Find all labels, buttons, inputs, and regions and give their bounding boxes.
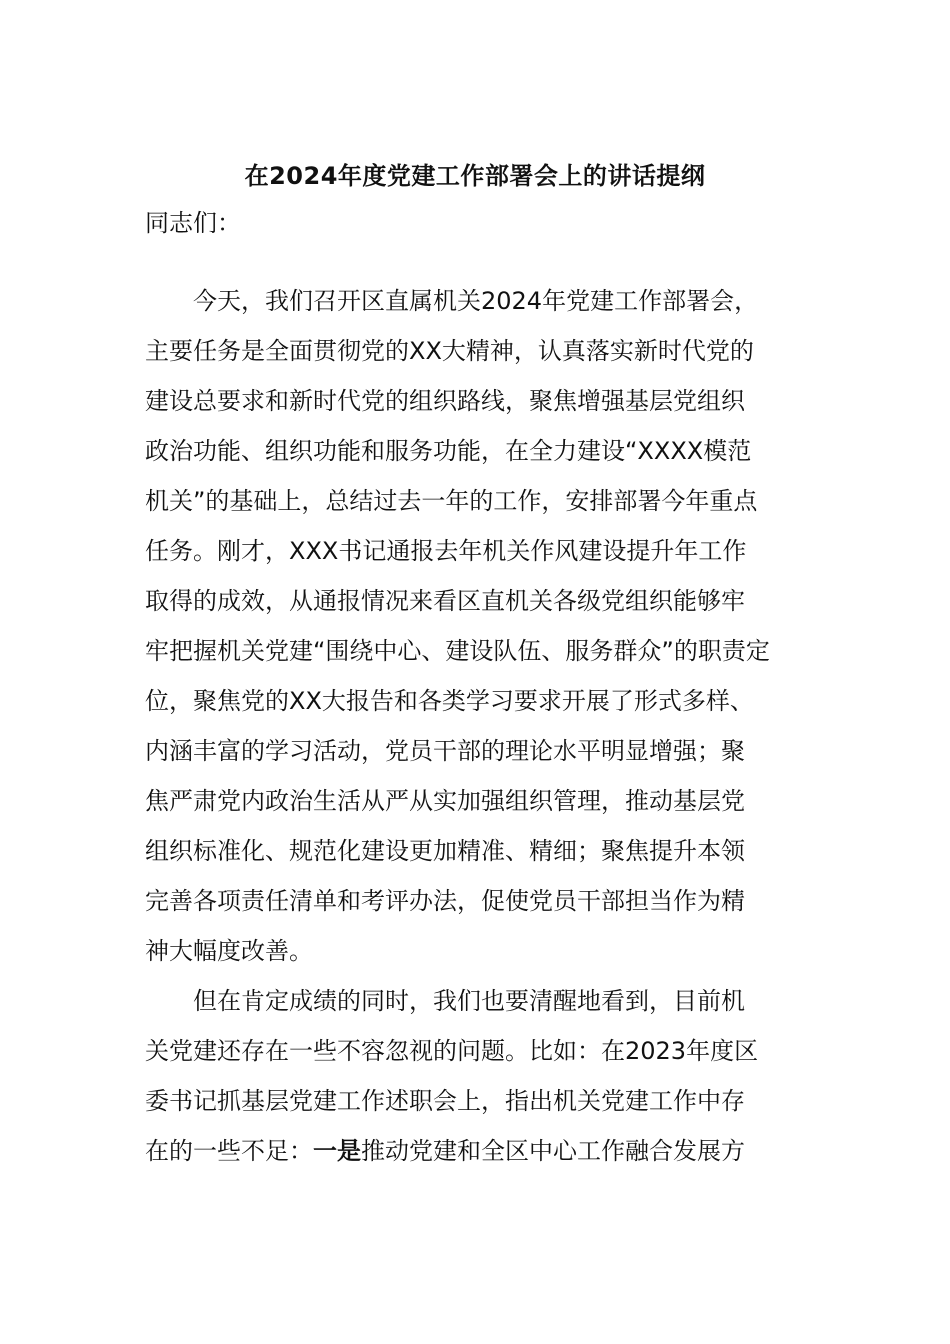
paragraph-problems — [145, 976, 810, 1176]
paragraph-problems-tail: 推动党建和全区中心工作融合发展方 — [361, 1137, 745, 1165]
salutation: 同志们： — [145, 209, 241, 237]
document-title: 在2024年度党建工作部署会上的讲话提纲 — [244, 162, 706, 190]
paragraph-intro: 今天，我们召开区直属机关2024年党建工作部署会， 主要任务是全面贯彻党的XX大精神，认真落实新时代党的 建设总要求和新时代党的组织路线，聚焦增强基层党组织 政治功能、组织功能和服务功能，在全力建设“XXXX模范 机关”的基础上，总结过去一年的工作，安排部署今年重点 任务。刚才，XXX书记通报去年机关作风建设提升年工作 取得的成效，从通报情况来看区直机关各级党组织能够牢 牢把握机关党建“围绕中心、建设队伍、服务群众”的职责定 位，聚焦党的XX大报告和各类学习要求开展了形式多样、 内涵丰富的学习活动，党员干部的理论水平明显增强；聚 焦严肃党内政治生活从严从实加强组织管理，推动基层党 组织标准化、规范化建设更加精准、精细；聚焦提升本领 完善各项责任清单和考评办法，促使党员干部担当作为精 神大幅度改善。 — [145, 287, 770, 965]
paragraph-problems-text: 但在肯定成绩的同时，我们也要清醒地看到，目前机 关党建还存在一些不容忽视的问题。比如：在2023年度区 委书记抓基层党建工作述职会上，指出机关党建工作中存 在的一些不足： — [145, 987, 759, 1165]
emphasis-first-point: 一是 — [313, 1137, 361, 1165]
